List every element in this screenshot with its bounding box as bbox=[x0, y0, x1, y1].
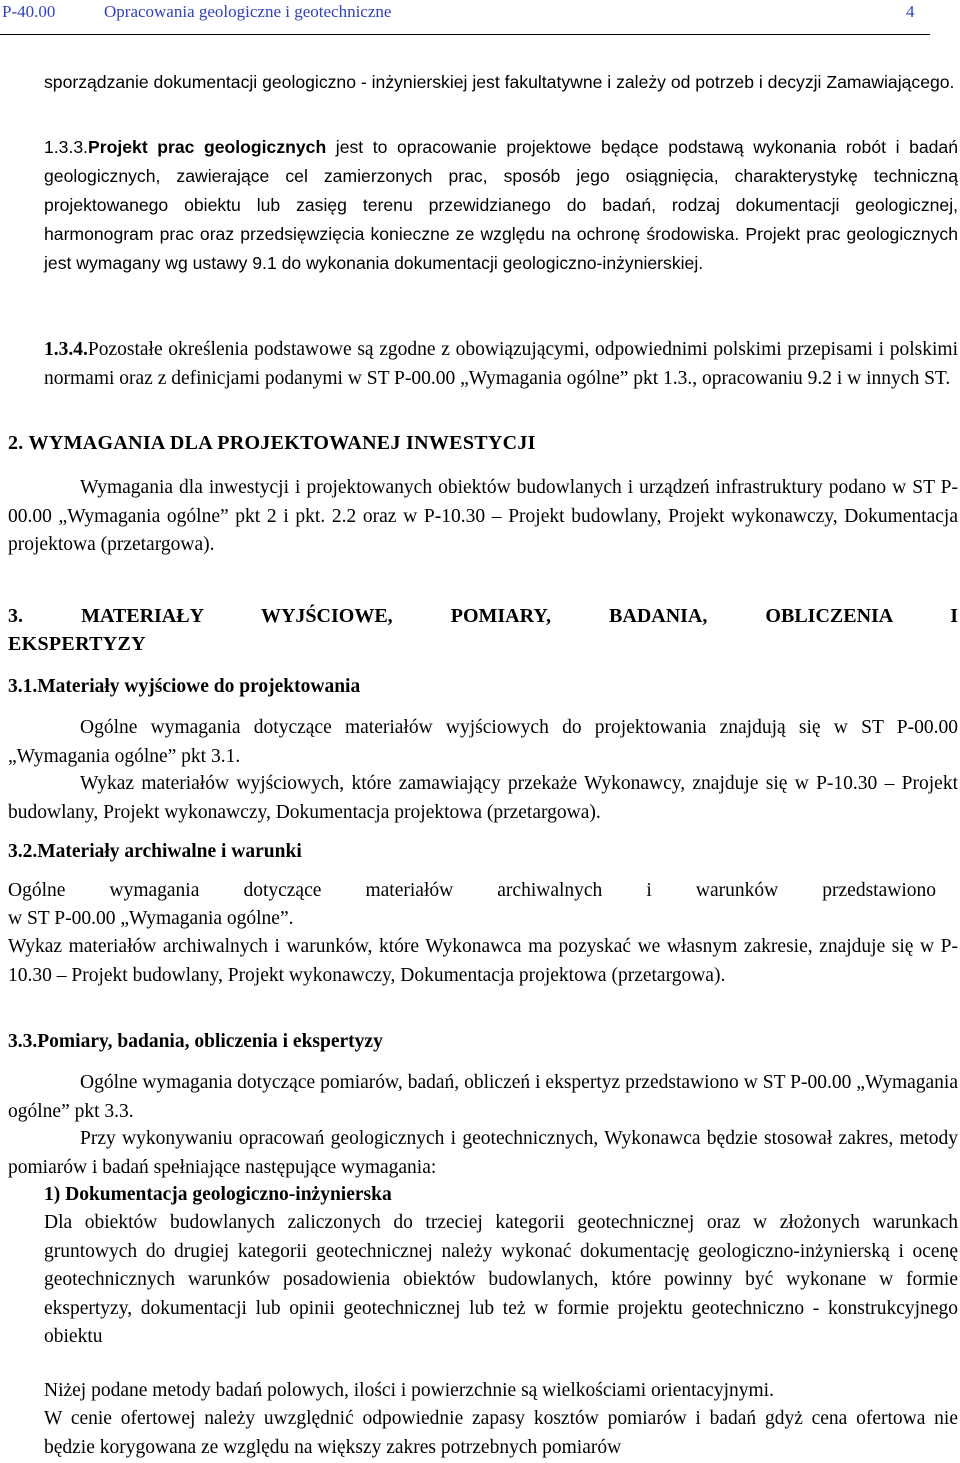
subheading-geological-documentation: 1) Dokumentacja geologiczno-inżynierska bbox=[44, 1184, 392, 1205]
heading-3-1: 3.1.Materiały wyjściowe do projektowania bbox=[8, 676, 361, 697]
section-text: jest to opracowanie projektowe będące podstawą wykonania robót i badań geologicznych, zawierające cel zamierzonych prac, sposób jego osiągnięcia, charakterystykę techniczną projektowanego obiektu lub zasięg terenu przewidzianego do badań, rodzaj dokumentacji geologicznej, harmonogram prac oraz przedsięwzięcia konieczne ze względu na ochronę środowiska. Projekt prac geologicznych jest wymagany wg ustawy 9.1 do wykonania dokumentacji geologiczno-inżynierskiej. bbox=[44, 137, 958, 273]
paragraph-price-note: W cenie ofertowej należy uwzględnić odpowiednie zapasy kosztów pomiarów i badań gdyż cena ofertowa nie będzie korygowana ze względu na większy zakres potrzebnych pomiarów bbox=[44, 1408, 958, 1458]
section-text: Pozostałe określenia podstawowe są zgodne z obowiązującymi, odpowiednimi polskimi przepisami i polskimi normami oraz z definicjami podanymi w ST P-00.00 „Wymagania ogólne” pkt 1.3., opracowaniu 9.2 i w innych ST. bbox=[44, 339, 958, 389]
heading-3-3: 3.3.Pomiary, badania, obliczenia i ekspertyzy bbox=[8, 1031, 383, 1052]
paragraph-section-2: Wymagania dla inwestycji i projektowanych obiektów budowlanych i urządzeń infrastruktury podano w ST P-00.00 „Wymagania ogólne” pkt 2 i pkt. 2.2 oraz w P-10.30 – Projekt budowlany, Projekt wykonawczy, Dokumentacja projektowa (przetargowa). bbox=[8, 477, 958, 556]
paragraph-3-2-a-line2: w ST P-00.00 „Wymagania ogólne”. bbox=[8, 908, 294, 929]
paragraph-3-2-a-line1: Ogólne wymagania dotyczące materiałów archiwalnych i warunków przedstawiono bbox=[8, 880, 936, 901]
section-heading: Projekt prac geologicznych bbox=[88, 137, 327, 157]
page-number: 4 bbox=[906, 2, 915, 21]
paragraph-intro: sporządzanie dokumentacji geologiczno - inżynierskiej jest fakultatywne i zależy od potrzeb i decyzji Zamawiającego. bbox=[44, 72, 955, 92]
paragraph-3-1-a: Ogólne wymagania dotyczące materiałów wyjściowych do projektowania znajdują się w ST P-00.00 „Wymagania ogólne” pkt 3.1. bbox=[8, 717, 958, 767]
section-number: 1.3.4. bbox=[44, 339, 88, 360]
paragraph-3-1-b: Wykaz materiałów wyjściowych, które zamawiający przekaże Wykonawcy, znajduje się w P-10.30 – Projekt budowlany, Projekt wykonawczy, Dokumentacja projektowa (przetargowa). bbox=[8, 773, 958, 823]
paragraph-3-2-b: Wykaz materiałów archiwalnych i warunków, które Wykonawca ma pozyskać we własnym zakresie, znajduje się w P-10.30 – Projekt budowlany, Projekt wykonawczy, Dokumentacja projektowa (przetargowa). bbox=[8, 936, 958, 986]
section-1-3-4 bbox=[44, 336, 958, 393]
heading-section-3-line2: EKSPERTYZY bbox=[8, 633, 146, 655]
document-title: Opracowania geologiczne i geotechniczne bbox=[104, 2, 392, 21]
spec-code: P-40.00 bbox=[2, 2, 56, 21]
heading-3-2: 3.2.Materiały archiwalne i warunki bbox=[8, 841, 302, 862]
paragraph-geological-documentation: Dla obiektów budowlanych zaliczonych do trzeciej kategorii geotechnicznej oraz w złożonych warunkach gruntowych do drugiej kategorii geotechnicznej należy wykonać dokumentację geologiczno-inżynierską i ocenę geotechnicznych warunków posadowienia obiektów budowlanych, które powinny być wykonane w formie ekspertyzy, dokumentacji lub opinii geotechnicznej lub też w formie projektu geotechniczno - konstrukcyjnego obiektu bbox=[44, 1212, 958, 1348]
paragraph-3-3-a: Ogólne wymagania dotyczące pomiarów, badań, obliczeń i ekspertyz przedstawiono w ST P-00.00 „Wymagania ogólne” pkt 3.3. bbox=[8, 1072, 958, 1122]
heading-section-2: 2. WYMAGANIA DLA PROJEKTOWANEJ INWESTYCJI bbox=[8, 432, 536, 454]
paragraph-3-3-b: Przy wykonywaniu opracowań geologicznych i geotechnicznych, Wykonawca będzie stosował zakres, metody pomiarów i badań spełniające następujące wymagania: bbox=[8, 1128, 958, 1178]
page-header bbox=[0, 0, 930, 35]
heading-section-3-line1: 3. MATERIAŁY WYJŚCIOWE, POMIARY, BADANIA, OBLICZENIA I bbox=[8, 605, 958, 627]
section-1-3-3 bbox=[44, 133, 958, 278]
section-number: 1.3.3. bbox=[44, 137, 89, 157]
paragraph-orientation-note: Niżej podane metody badań polowych, ilości i powierzchnie są wielkościami orientacyjnymi. bbox=[44, 1380, 774, 1401]
